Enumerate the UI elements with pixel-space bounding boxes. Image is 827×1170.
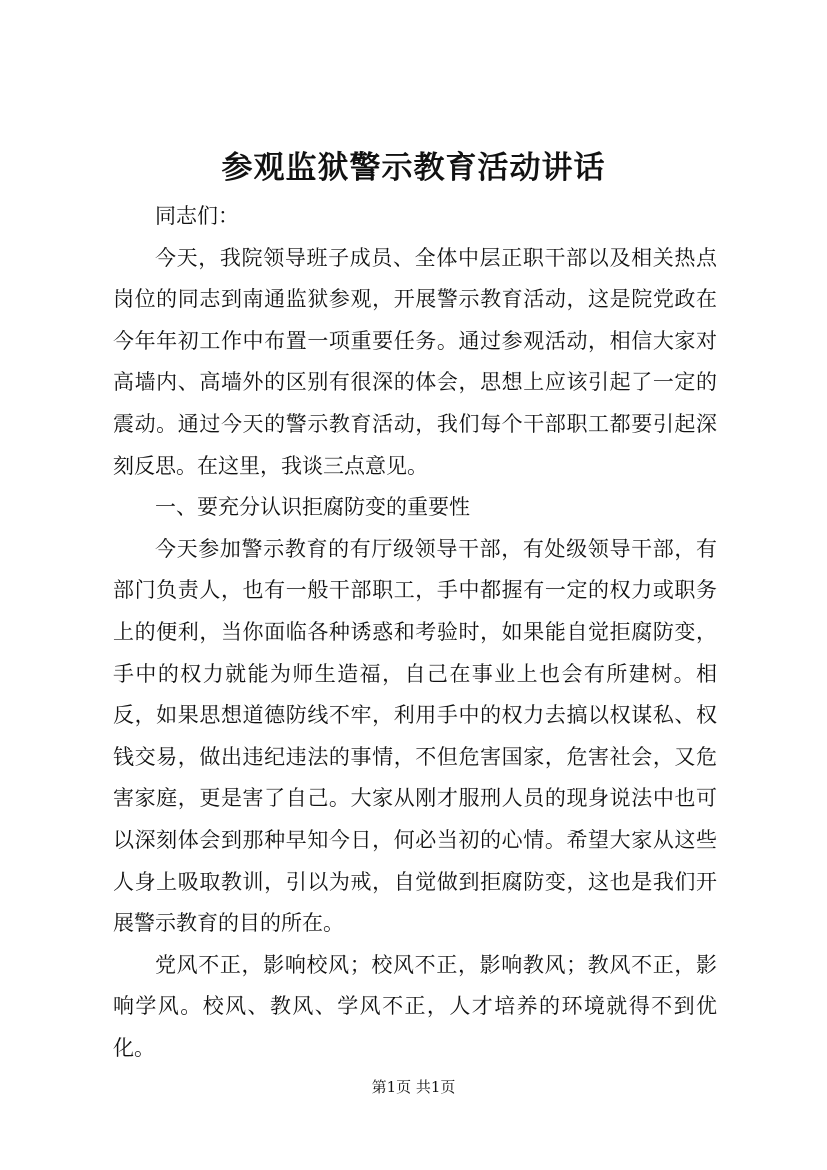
salutation-paragraph: 同志们：: [155, 204, 239, 228]
body-paragraph-1: 今天参加警示教育的有厅级领导干部，有处级领导干部，有部门负责人，也有一般干部职工，手中都握有一定的权力或职务上的便利，当你面临各种诱惑和考验时，如果能自觉拒腐防变，手中的权力就能为师生造福，自己在事业上也会有所建树。相反，如果思想道德防线不牢，利用手中的权力去搞以权谋私、权钱交易，做出违纪违法的事情，不但危害国家，危害社会，又危害家庭，更是害了自己。大家从刚才服刑人员的现身说法中也可以深刻体会到那种早知今日，何必当初的心情。希望大家从这些人身上吸取教训，引以为戒，自觉做到拒腐防变，这也是我们开展警示教育的目的所在。: [113, 536, 717, 936]
body-paragraph-2: 党风不正，影响校风；校风不正，影响教风；教风不正，影响学风。校风、教风、学风不正，人才培养的环境就得不到优化。: [113, 952, 717, 1060]
intro-paragraph: 今天，我院领导班子成员、全体中层正职干部以及相关热点岗位的同志到南通监狱参观，开展警示教育活动，这是院党政在今年年初工作中布置一项重要任务。通过参观活动，相信大家对高墙内、高墙外的区别有很深的体会，思想上应该引起了一定的震动。通过今天的警示教育活动，我们每个干部职工都要引起深刻反思。在这里，我谈三点意见。: [113, 245, 717, 478]
section-heading-1: 一、要充分认识拒腐防变的重要性: [155, 495, 470, 520]
document-body: [113, 196, 717, 1069]
document-title: 参观监狱警示教育活动讲话: [221, 150, 606, 186]
page-footer: 第1页 共1页: [371, 1078, 456, 1096]
